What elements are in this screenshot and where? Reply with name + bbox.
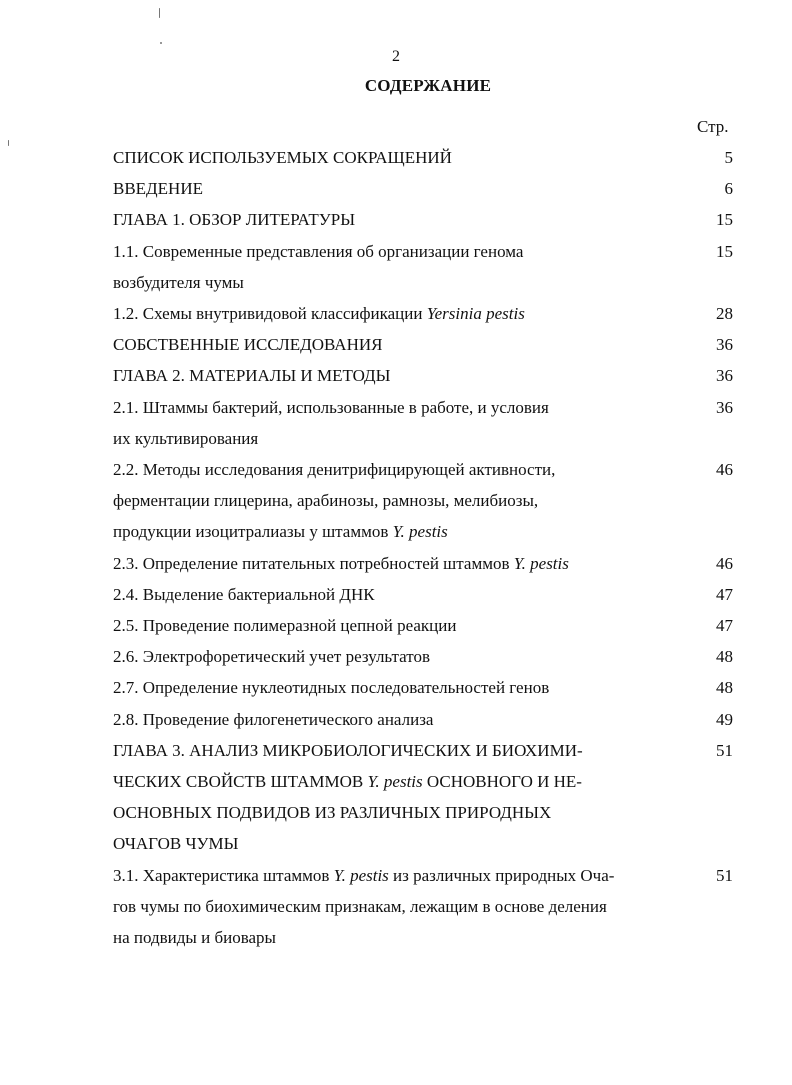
toc-entry-title xyxy=(113,579,673,610)
toc-text-segment: 2.3. Определение питательных потребностей штаммов xyxy=(113,553,514,573)
toc-entry-line xyxy=(113,267,673,298)
toc-entry-page: 36 xyxy=(716,397,733,417)
table-of-contents xyxy=(113,142,733,953)
toc-entry-line xyxy=(113,641,673,672)
toc-text-segment: ГЛАВА 3. АНАЛИЗ МИКРОБИОЛОГИЧЕСКИХ И БИОХИМИ- xyxy=(113,740,583,760)
toc-entry-page: 15 xyxy=(716,210,733,230)
toc-text-segment: ВВЕДЕНИЕ xyxy=(113,179,203,199)
toc-text-segment: 2.1. Штаммы бактерий, использованные в работе, и условия xyxy=(113,397,549,417)
toc-entry xyxy=(113,641,733,672)
toc-title: СОДЕРЖАНИЕ xyxy=(364,76,492,95)
toc-entry xyxy=(113,860,733,954)
toc-entry-line xyxy=(113,922,673,953)
toc-entry-title xyxy=(113,329,673,360)
toc-entry-line xyxy=(113,329,673,360)
toc-text-segment: 2.2. Методы исследования денитрифицирующей активности, xyxy=(113,460,556,480)
toc-text-segment: 3.1. Характеристика штаммов xyxy=(113,865,334,885)
toc-entry xyxy=(113,298,733,329)
toc-entry-line xyxy=(113,516,673,547)
toc-entry-line xyxy=(113,454,673,485)
toc-entry-line xyxy=(113,579,673,610)
toc-entry xyxy=(113,548,733,579)
toc-entry xyxy=(113,672,733,703)
toc-text-segment: возбудителя чумы xyxy=(113,272,244,292)
toc-text-segment: ЧЕСКИХ СВОЙСТВ ШТАММОВ xyxy=(113,772,368,792)
toc-text-segment: 1.2. Схемы внутривидовой классификации xyxy=(113,304,427,324)
toc-entry-title xyxy=(113,236,673,298)
page-number: 2 xyxy=(392,48,400,65)
italic-species-name: Y. pestis xyxy=(513,553,569,573)
toc-entry-page: 5 xyxy=(724,148,733,167)
scan-speck xyxy=(160,42,162,44)
toc-entry-line xyxy=(113,142,673,173)
toc-entry-title xyxy=(113,704,673,735)
toc-entry xyxy=(113,173,733,204)
toc-entry-page: 49 xyxy=(716,709,733,729)
toc-text-segment: ГЛАВА 2. МАТЕРИАЛЫ И МЕТОДЫ xyxy=(113,366,391,386)
toc-entry-line xyxy=(113,423,673,454)
toc-entry-line xyxy=(113,797,673,828)
toc-entry-line xyxy=(113,236,673,267)
toc-text-segment: ГЛАВА 1. ОБЗОР ЛИТЕРАТУРЫ xyxy=(113,210,356,230)
toc-entry-title xyxy=(113,860,673,954)
toc-entry-line xyxy=(113,298,673,329)
toc-entry-title xyxy=(113,548,673,579)
toc-entry-line xyxy=(113,860,673,891)
toc-entry-page: 46 xyxy=(716,460,733,480)
toc-entry-page: 28 xyxy=(716,304,733,324)
toc-entry-line xyxy=(113,672,673,703)
toc-text-segment: продукции изоцитралиазы у штаммов xyxy=(113,522,393,542)
toc-entry-page: 6 xyxy=(724,179,733,199)
toc-text-segment: их культивирования xyxy=(113,428,259,448)
toc-entry xyxy=(113,204,733,235)
toc-text-segment: ОЧАГОВ ЧУМЫ xyxy=(113,834,239,854)
toc-text-segment: СПИСОК ИСПОЛЬЗУЕМЫХ СОКРАЩЕНИЙ xyxy=(113,148,452,167)
toc-text-segment: на подвиды и биовары xyxy=(113,928,276,948)
toc-entry-page: 48 xyxy=(716,678,733,698)
toc-entry-page: 51 xyxy=(716,865,733,885)
toc-entry-line xyxy=(113,704,673,735)
toc-entry-line xyxy=(113,360,673,391)
toc-entry xyxy=(113,142,733,173)
toc-text-segment: гов чумы по биохимическим признакам, лежащим в основе деления xyxy=(113,896,607,916)
toc-entry-line xyxy=(113,766,673,797)
toc-entry xyxy=(113,236,733,298)
toc-entry-page: 47 xyxy=(716,584,733,604)
toc-entry xyxy=(113,704,733,735)
italic-species-name: Y. pestis xyxy=(333,865,389,885)
toc-entry-page: 36 xyxy=(716,335,733,355)
toc-text-segment: СОБСТВЕННЫЕ ИССЛЕДОВАНИЯ xyxy=(113,335,383,355)
toc-text-segment: 2.8. Проведение филогенетического анализа xyxy=(113,709,434,729)
toc-entry-title xyxy=(113,735,673,860)
scan-speck xyxy=(8,140,9,146)
toc-entry-line xyxy=(113,735,673,766)
toc-entry xyxy=(113,360,733,391)
toc-entry-page: 47 xyxy=(716,616,733,636)
toc-entry xyxy=(113,329,733,360)
toc-entry-line xyxy=(113,548,673,579)
toc-entry-title xyxy=(113,672,673,703)
toc-entry-line xyxy=(113,392,673,423)
toc-text-segment: ОСНОВНОГО И НЕ- xyxy=(422,772,582,792)
page-column-label: Стр. xyxy=(697,117,729,136)
toc-entry-line xyxy=(113,891,673,922)
toc-entry-title xyxy=(113,641,673,672)
toc-entry xyxy=(113,735,733,860)
toc-entry-title xyxy=(113,360,673,391)
toc-entry-line xyxy=(113,610,673,641)
toc-entry-page: 46 xyxy=(716,553,733,573)
italic-species-name: Y. pestis xyxy=(367,772,423,792)
toc-entry-page: 15 xyxy=(716,241,733,261)
toc-entry-page: 48 xyxy=(716,647,733,667)
toc-entry xyxy=(113,579,733,610)
scan-speck xyxy=(159,8,160,18)
italic-species-name: Y. pestis xyxy=(392,522,448,542)
toc-text-segment: 2.7. Определение нуклеотидных последовательностей генов xyxy=(113,678,550,698)
toc-entry-title xyxy=(113,173,673,204)
toc-text-segment: 2.4. Выделение бактериальной ДНК xyxy=(113,584,375,604)
toc-text-segment: ферментации глицерина, арабинозы, рамнозы, мелибиозы, xyxy=(113,491,539,511)
toc-text-segment: 1.1. Современные представления об организации генома xyxy=(113,241,524,261)
toc-entry-title xyxy=(113,392,673,454)
toc-entry-line xyxy=(113,485,673,516)
toc-text-segment: ОСНОВНЫХ ПОДВИДОВ ИЗ РАЗЛИЧНЫХ ПРИРОДНЫХ xyxy=(113,803,552,823)
italic-species-name: Yersinia pestis xyxy=(426,304,525,324)
toc-entry-line xyxy=(113,828,673,859)
toc-entry-title xyxy=(113,454,673,548)
toc-entry-title xyxy=(113,204,673,235)
toc-entry-page: 51 xyxy=(716,740,733,760)
toc-text-segment: 2.6. Электрофоретический учет результатов xyxy=(113,647,431,667)
toc-entry-line xyxy=(113,204,673,235)
toc-text-segment: из различных природных Оча- xyxy=(388,865,615,885)
toc-entry-line xyxy=(113,173,673,204)
toc-entry-title xyxy=(113,298,673,329)
toc-entry xyxy=(113,454,733,548)
toc-entry-title xyxy=(113,610,673,641)
toc-entry-title xyxy=(113,142,673,173)
toc-entry-page: 36 xyxy=(716,366,733,386)
toc-entry xyxy=(113,392,733,454)
toc-entry xyxy=(113,610,733,641)
toc-text-segment: 2.5. Проведение полимеразной цепной реакции xyxy=(113,616,457,636)
